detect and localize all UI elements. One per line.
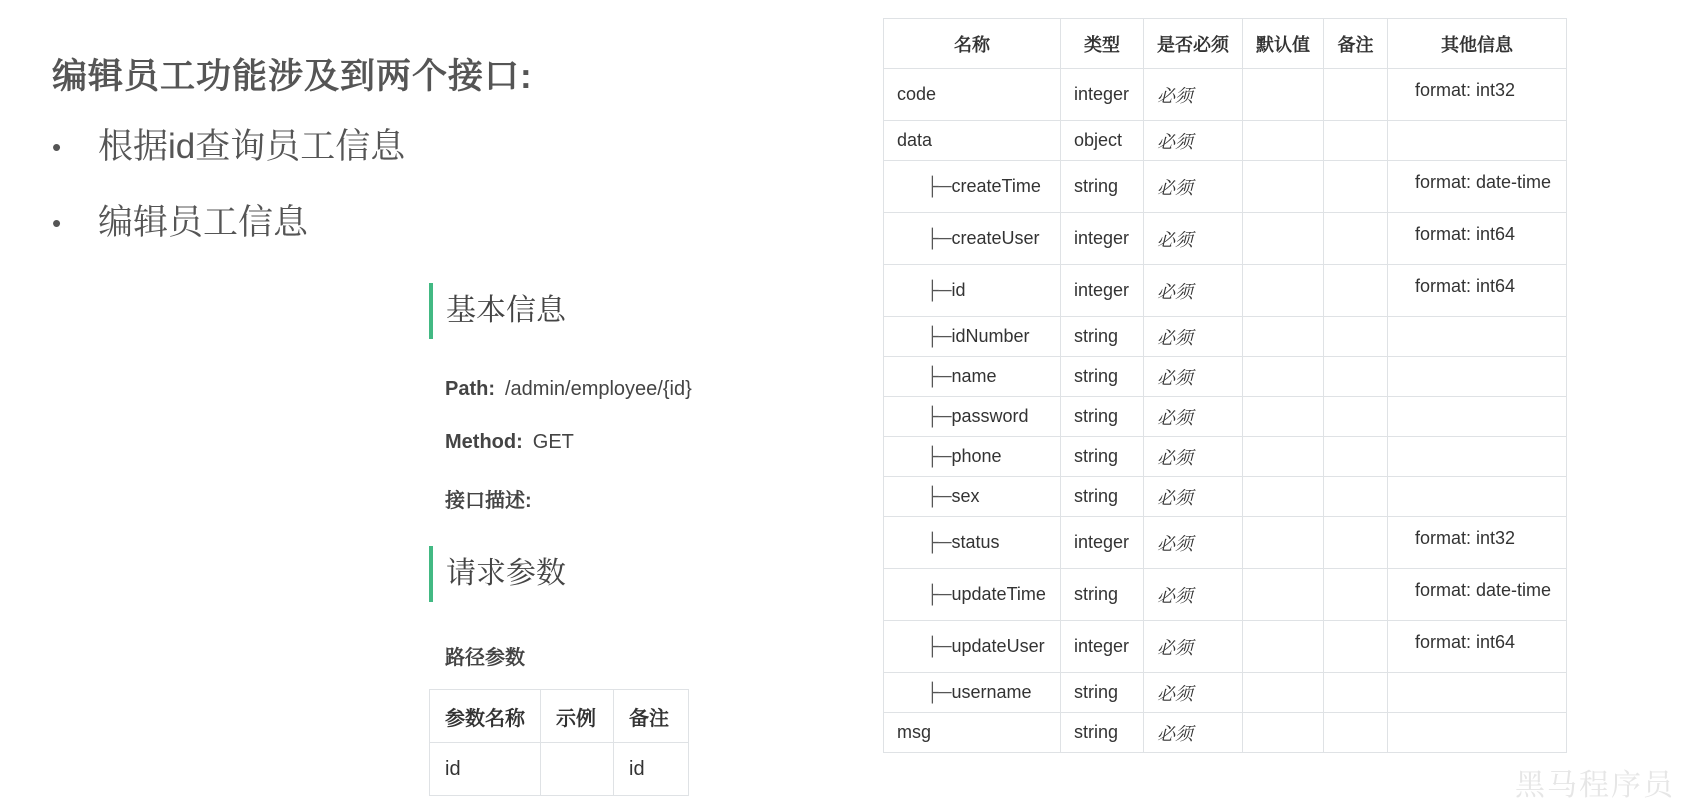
response-table-body [884, 69, 1567, 753]
name-cell [884, 357, 1061, 397]
path-label: Path: [445, 378, 495, 400]
other-info-cell: format: int64 [1388, 621, 1567, 673]
default-cell [1243, 673, 1324, 713]
required-cell: 必须 [1144, 161, 1243, 213]
name-cell [884, 317, 1061, 357]
name-cell: msg [884, 713, 1061, 753]
default-cell [1243, 569, 1324, 621]
default-cell [1243, 357, 1324, 397]
remark-cell [1324, 673, 1388, 713]
field-name: sex [951, 486, 980, 506]
remark-cell [1324, 713, 1388, 753]
remark-cell [1324, 213, 1388, 265]
default-cell [1243, 713, 1324, 753]
other-info-cell [1388, 397, 1567, 437]
remark-cell [1324, 621, 1388, 673]
other-info-cell: format: date-time [1388, 161, 1567, 213]
other-info-cell [1388, 121, 1567, 161]
type-cell: string [1061, 357, 1144, 397]
field-name: password [951, 406, 1029, 426]
table-row [884, 265, 1567, 317]
default-cell [1243, 621, 1324, 673]
type-cell: integer [1061, 621, 1144, 673]
required-cell: 必须 [1144, 317, 1243, 357]
column-header: 参数名称 [430, 690, 541, 743]
method-row [445, 431, 574, 454]
remark-cell [1324, 517, 1388, 569]
table-header-row [430, 690, 689, 743]
default-cell [1243, 317, 1324, 357]
description-row [445, 484, 532, 513]
table-cell [541, 743, 614, 796]
required-cell: 必须 [1144, 713, 1243, 753]
type-cell: string [1061, 477, 1144, 517]
required-cell: 必须 [1144, 121, 1243, 161]
list-item [52, 122, 672, 198]
bullet-icon: • [52, 208, 62, 238]
remark-cell [1324, 121, 1388, 161]
name-cell: code [884, 69, 1061, 121]
other-info-cell [1388, 317, 1567, 357]
default-cell [1243, 517, 1324, 569]
required-cell: 必须 [1144, 69, 1243, 121]
remark-cell [1324, 265, 1388, 317]
path-params-title [445, 641, 525, 670]
table-row [884, 213, 1567, 265]
tree-branch-icon: ├─ [926, 326, 952, 346]
remark-cell [1324, 69, 1388, 121]
type-cell: integer [1061, 69, 1144, 121]
required-cell: 必须 [1144, 357, 1243, 397]
other-info-cell: format: int32 [1388, 69, 1567, 121]
name-cell [884, 621, 1061, 673]
column-header: 默认值 [1243, 19, 1324, 69]
column-header: 示例 [541, 690, 614, 743]
required-cell: 必须 [1144, 569, 1243, 621]
basic-info-heading: 基本信息 [429, 283, 759, 339]
type-cell: string [1061, 317, 1144, 357]
type-cell: string [1061, 569, 1144, 621]
other-info-cell [1388, 477, 1567, 517]
remark-cell [1324, 357, 1388, 397]
field-name: idNumber [951, 326, 1030, 346]
description-label: 接口描述: [445, 490, 532, 512]
tree-branch-icon: ├─ [926, 406, 952, 426]
default-cell [1243, 477, 1324, 517]
field-name: createUser [951, 228, 1040, 248]
table-cell: id [430, 743, 541, 796]
required-cell: 必须 [1144, 517, 1243, 569]
watermark: 黑马程序员 [1515, 769, 1675, 802]
required-cell: 必须 [1144, 213, 1243, 265]
tree-branch-icon: ├─ [926, 446, 952, 466]
other-info-cell: format: date-time [1388, 569, 1567, 621]
column-header: 是否必须 [1144, 19, 1243, 69]
name-cell [884, 161, 1061, 213]
column-header: 名称 [884, 19, 1061, 69]
column-header: 其他信息 [1388, 19, 1567, 69]
type-cell: integer [1061, 517, 1144, 569]
required-cell: 必须 [1144, 265, 1243, 317]
method-label: Method: [445, 431, 523, 453]
default-cell [1243, 213, 1324, 265]
bullet-icon: • [52, 132, 62, 162]
table-row [884, 477, 1567, 517]
name-cell [884, 213, 1061, 265]
table-row [884, 161, 1567, 213]
path-row [445, 378, 692, 401]
name-cell [884, 569, 1061, 621]
other-info-cell [1388, 713, 1567, 753]
remark-cell [1324, 477, 1388, 517]
table-row [884, 621, 1567, 673]
field-name: status [951, 532, 1000, 552]
table-row [884, 713, 1567, 753]
field-name: phone [951, 446, 1002, 466]
name-cell [884, 477, 1061, 517]
type-cell: integer [1061, 213, 1144, 265]
column-header: 类型 [1061, 19, 1144, 69]
name-cell [884, 265, 1061, 317]
required-cell: 必须 [1144, 621, 1243, 673]
column-header: 备注 [1324, 19, 1388, 69]
other-info-cell: format: int64 [1388, 213, 1567, 265]
field-name: updateTime [951, 584, 1046, 604]
response-data-table [883, 18, 1567, 753]
remark-cell [1324, 317, 1388, 357]
type-cell: string [1061, 673, 1144, 713]
intro-section [52, 52, 672, 274]
remark-cell [1324, 397, 1388, 437]
default-cell [1243, 437, 1324, 477]
table-row [884, 69, 1567, 121]
other-info-cell: format: int64 [1388, 265, 1567, 317]
tree-branch-icon: ├─ [926, 228, 952, 248]
method-value: GET [532, 431, 574, 453]
table-row [884, 517, 1567, 569]
field-name: updateUser [951, 636, 1045, 656]
default-cell [1243, 397, 1324, 437]
other-info-cell [1388, 437, 1567, 477]
type-cell: string [1061, 161, 1144, 213]
table-cell: id [614, 743, 689, 796]
intro-title: 编辑员工功能涉及到两个接口: [52, 57, 533, 96]
name-cell [884, 397, 1061, 437]
default-cell [1243, 69, 1324, 121]
table-row [430, 743, 689, 796]
tree-branch-icon: ├─ [926, 584, 952, 604]
other-info-cell [1388, 357, 1567, 397]
tree-branch-icon: ├─ [926, 486, 952, 506]
tree-branch-icon: ├─ [926, 682, 952, 702]
default-cell [1243, 265, 1324, 317]
field-name: name [951, 366, 997, 386]
table-row [884, 121, 1567, 161]
other-info-cell [1388, 673, 1567, 713]
required-cell: 必须 [1144, 397, 1243, 437]
tree-branch-icon: ├─ [926, 366, 952, 386]
tree-branch-icon: ├─ [926, 636, 952, 656]
list-item-text: 编辑员工信息 [98, 203, 309, 242]
tree-branch-icon: ├─ [926, 532, 952, 552]
type-cell: string [1061, 437, 1144, 477]
list-item-text: 根据id查询员工信息 [98, 127, 406, 166]
remark-cell [1324, 437, 1388, 477]
name-cell: data [884, 121, 1061, 161]
required-cell: 必须 [1144, 477, 1243, 517]
type-cell: object [1061, 121, 1144, 161]
field-name: id [951, 280, 966, 300]
path-params-title-text: 路径参数 [445, 647, 525, 669]
type-cell: integer [1061, 265, 1144, 317]
remark-cell [1324, 569, 1388, 621]
intro-list [52, 122, 672, 274]
path-value: /admin/employee/{id} [505, 378, 692, 400]
api-doc [429, 283, 759, 780]
request-params-heading: 请求参数 [429, 546, 746, 602]
table-row [884, 397, 1567, 437]
other-info-cell: format: int32 [1388, 517, 1567, 569]
default-cell [1243, 161, 1324, 213]
table-row [884, 317, 1567, 357]
field-name: createTime [951, 176, 1041, 196]
name-cell [884, 673, 1061, 713]
type-cell: string [1061, 713, 1144, 753]
tree-branch-icon: ├─ [926, 176, 952, 196]
table-row [884, 357, 1567, 397]
type-cell: string [1061, 397, 1144, 437]
column-header: 备注 [614, 690, 689, 743]
table-row [884, 437, 1567, 477]
default-cell [1243, 121, 1324, 161]
required-cell: 必须 [1144, 437, 1243, 477]
list-item [52, 198, 672, 274]
tree-branch-icon: ├─ [926, 280, 952, 300]
table-row [884, 569, 1567, 621]
table-header-row [884, 19, 1567, 69]
table-row [884, 673, 1567, 713]
name-cell [884, 517, 1061, 569]
required-cell: 必须 [1144, 673, 1243, 713]
remark-cell [1324, 161, 1388, 213]
field-name: username [951, 682, 1032, 702]
path-params-table [429, 689, 689, 796]
name-cell [884, 437, 1061, 477]
